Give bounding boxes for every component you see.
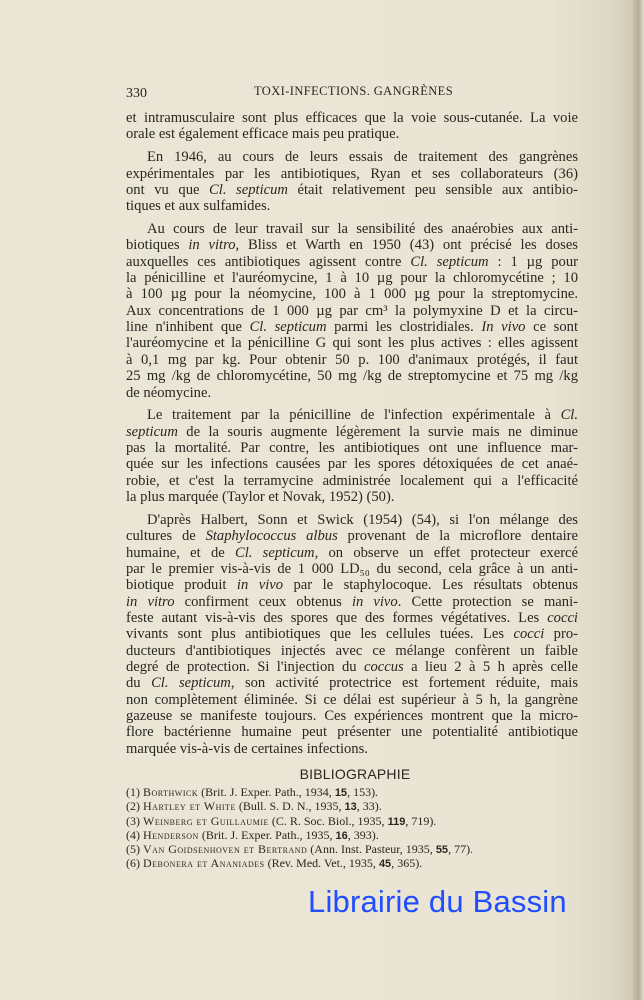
entry-number: (4) (126, 827, 143, 842)
text-segment: , on observe un effet protecteur exercé (314, 544, 579, 561)
italic-text: Staphylococcus albus (205, 528, 338, 545)
text-segment: expérimentales par les antibiotiques, Ryan et ses collaborateurs (36) (126, 165, 578, 182)
entry-volume: 15 (334, 787, 348, 799)
text-segment: la pénicilline et l'auréomycine, 1 à 10 µg pour la chloromycétine ; 10 (126, 270, 578, 287)
paragraph (126, 149, 578, 214)
text-segment: orale est également efficace mais peu pratique. (126, 126, 400, 143)
text-segment: : 1 µg pour (488, 253, 578, 270)
bibliography-entry (126, 828, 473, 842)
text-line (126, 512, 578, 528)
entry-authors: Van Goidsenhoven et Bertrand (143, 842, 308, 857)
italic-text: Cl. (560, 407, 578, 424)
text-segment: confirment ceux obtenus (174, 593, 352, 610)
text-segment: flore bactérienne humaine peut présenter une potentialité antibiotique (126, 724, 578, 741)
entry-pages: , 33). (356, 799, 382, 814)
italic-text: septicum (126, 423, 178, 440)
paragraph (126, 407, 578, 505)
text-line (126, 335, 578, 351)
text-line (126, 368, 578, 384)
text-segment: En 1946, au cours de leurs essais de traitement des gangrènes (147, 149, 578, 166)
text-segment: gazeuse se manifeste toujours. Ces expériences montrent que la micro- (126, 708, 578, 725)
bibliography-entry (126, 842, 473, 856)
entry-volume: 119 (387, 815, 406, 828)
entry-pages: , 365). (391, 856, 423, 871)
text-segment: tiques et aux sulfamides. (126, 198, 271, 215)
italic-text: cocci (547, 609, 578, 626)
entry-volume: 55 (435, 844, 449, 857)
text-segment: marquée vis-à-vis de certaines infections. (126, 740, 368, 757)
entry-reference: (Ann. Inst. Pasteur, 1935, (307, 842, 436, 857)
entry-authors: Borthwick (143, 785, 199, 799)
entry-pages: , 153). (347, 785, 379, 799)
text-line (126, 473, 578, 489)
italic-text: Cl. septicum (209, 181, 288, 198)
italic-text: Cl. septicum (410, 253, 489, 270)
text-line (126, 440, 578, 456)
text-line (126, 385, 578, 401)
text-line (126, 708, 578, 724)
text-line (126, 643, 578, 659)
italic-text: Cl. septicum (234, 544, 315, 561)
italic-text: In vivo (481, 319, 526, 336)
text-line (126, 166, 578, 182)
text-segment: D'après Halbert, Sonn et Swick (1954) (54), si l'on mélange des (147, 511, 578, 528)
text-segment: non complètement éliminée. Si ce délai est supérieur à 5 h, la gangrène (126, 691, 578, 708)
text-segment: degré de protection. Si l'injection du (126, 659, 364, 675)
entry-volume: 13 (344, 801, 357, 814)
text-segment: , Bliss et Warth en 1950 (43) ont précisé les doses (235, 237, 578, 254)
text-segment: quée sur les infections causées par les spores détoxiquées de cet anaé- (126, 456, 578, 473)
italic-text: Cl. septicum (249, 319, 327, 336)
text-line (126, 594, 578, 610)
entry-number: (6) (126, 856, 143, 871)
text-line (126, 149, 578, 165)
text-segment: parmi les clostridiales. (326, 319, 482, 336)
entry-number: (5) (126, 842, 143, 857)
paragraph (126, 512, 578, 757)
text-line (126, 659, 578, 675)
text-segment: Le traitement par la pénicilline de l'infection expérimentale à (147, 407, 561, 424)
text-segment: Au cours de leur travail sur la sensibilité des anaérobies aux anti- (147, 221, 578, 238)
text-line (126, 237, 578, 253)
text-line (126, 561, 578, 577)
text-segment: par le staphylocoque. Les résultats obtenus (283, 577, 578, 594)
text-segment: cultures de (126, 528, 206, 545)
text-line (126, 126, 578, 142)
entry-authors: Weinberg et Guillaumie (143, 813, 269, 828)
text-line (126, 110, 578, 126)
text-segment: vivants sont plus antibiotiques que les cellules tuées. Les (126, 626, 514, 643)
entry-volume: 16 (335, 829, 348, 842)
text-line (126, 489, 578, 505)
text-line (126, 610, 578, 626)
italic-text: coccus (363, 659, 404, 675)
page-number: 330 (126, 86, 147, 101)
text-segment: . Cette protection se mani- (397, 593, 578, 610)
entry-number: (1) (126, 785, 143, 799)
text-segment: 25 mg /kg de chloromycétine, 50 mg /kg de streptomycine et 75 mg /kg (126, 368, 578, 385)
italic-text: cocci (513, 626, 545, 643)
text-segment: , son activité protectrice est fortement réduite, mais (230, 675, 578, 692)
text-segment: biotique produit (126, 577, 237, 594)
text-segment: line n'inhibent que (126, 319, 250, 336)
text-segment: ont vu que (126, 181, 210, 198)
text-segment: par le premier vis-à-vis de 1 000 LD₅₀ du second, cela grâce à un anti- (126, 560, 578, 577)
text-line (126, 675, 578, 691)
italic-text: in vivo (236, 577, 284, 594)
watermark-logo: Librairie du Bassin (308, 884, 567, 919)
body-text (126, 110, 578, 764)
text-line (126, 741, 578, 757)
text-line (126, 692, 578, 708)
paragraph (126, 221, 578, 401)
text-segment: du (126, 675, 152, 692)
text-segment: de néomycine. (126, 384, 212, 401)
text-segment: la plus marquée (Taylor et Novak, 1952) (50). (126, 489, 395, 506)
text-segment: robie, et c'est la terramycine administrée localement qui a l'efficacité (126, 472, 578, 489)
text-segment: pas la mortalité. Par contre, les antibiotiques ont une influence mar- (126, 440, 578, 457)
italic-text: in vivo (351, 593, 398, 610)
text-segment: Aux concentrations de 1 000 µg par cm³ la polymyxine D et la circu- (126, 302, 578, 319)
bibliography-entry (126, 856, 473, 870)
text-line (126, 528, 578, 544)
text-line (126, 286, 578, 302)
text-segment: à 0,1 mg par kg. Pour obtenir 50 p. 100 d'animaux protégés, il faut (126, 351, 578, 368)
entry-reference: (Brit. J. Exper. Path., 1934, (198, 785, 335, 799)
entry-authors: Hartley et White (143, 799, 236, 814)
text-line (126, 198, 578, 214)
text-line (126, 577, 578, 593)
text-segment: ducteurs d'antibiotiques injectés avec ce mélange confèrent un faible (126, 642, 578, 659)
text-line (126, 182, 578, 198)
text-line (126, 407, 578, 423)
bibliography-list (126, 785, 473, 871)
paragraph (126, 110, 578, 143)
text-segment: était relativement peu sensible aux antibio- (287, 181, 578, 198)
text-segment: auxquelles ces antibiotiques agissent contre (126, 253, 411, 270)
text-line (126, 724, 578, 740)
text-line (126, 221, 578, 237)
text-line (126, 254, 578, 270)
entry-number: (2) (126, 799, 143, 814)
entry-authors: Henderson (143, 827, 199, 842)
italic-text: Cl. septicum (151, 675, 231, 692)
text-segment: l'auréomycine et la pénicilline G qui sont les plus actives : elles agissent (126, 335, 578, 352)
bibliography-title: BIBLIOGRAPHIE (299, 766, 411, 782)
text-segment: à 100 µg pour la néomycine, 100 à 1 000 µg pour la streptomycine. (126, 286, 578, 303)
text-line (126, 424, 578, 440)
page-edge-shadow (630, 0, 644, 1000)
text-segment: a lieu 2 à 5 h après celle (403, 659, 579, 675)
entry-reference: (C. R. Soc. Biol., 1935, (268, 813, 388, 828)
text-segment: biotiques (126, 237, 189, 254)
text-line (126, 303, 578, 319)
entry-reference: (Bull. S. D. N., 1935, (235, 799, 345, 814)
text-segment: et intramusculaire sont plus efficaces que la voie sous-cutanée. La voie (126, 110, 578, 126)
entry-pages: , 393). (347, 827, 379, 842)
entry-reference: (Rev. Med. Vet., 1935, (264, 856, 379, 871)
text-segment: feste autant vis-à-vis des spores que des formes végétatives. Les (126, 609, 548, 626)
text-segment: provenant de la microflore dentaire (337, 528, 578, 545)
text-line (126, 626, 578, 642)
text-line (126, 545, 578, 561)
text-line (126, 352, 578, 368)
text-line (126, 456, 578, 472)
entry-pages: , 719). (405, 813, 437, 828)
italic-text: in vitro (188, 237, 236, 254)
text-segment: de la souris augmente légèrement la survie mais ne diminue (177, 423, 578, 440)
bibliography-entry (126, 814, 473, 828)
running-title: TOXI-INFECTIONS. GANGRÈNES (254, 84, 454, 98)
text-segment: ce sont (525, 319, 578, 336)
bibliography-entry (126, 799, 473, 813)
entry-reference: (Brit. J. Exper. Path., 1935, (198, 827, 336, 842)
text-line (126, 270, 578, 286)
text-segment: humaine, et de (126, 544, 235, 561)
italic-text: in vitro (126, 593, 175, 610)
entry-authors: Debonera et Ananiades (143, 856, 265, 871)
entry-volume: 45 (378, 858, 392, 871)
entry-pages: , 77). (448, 842, 474, 857)
text-line (126, 319, 578, 335)
bibliography-entry (126, 785, 473, 799)
text-segment: pro- (544, 626, 578, 643)
entry-number: (3) (126, 813, 143, 828)
